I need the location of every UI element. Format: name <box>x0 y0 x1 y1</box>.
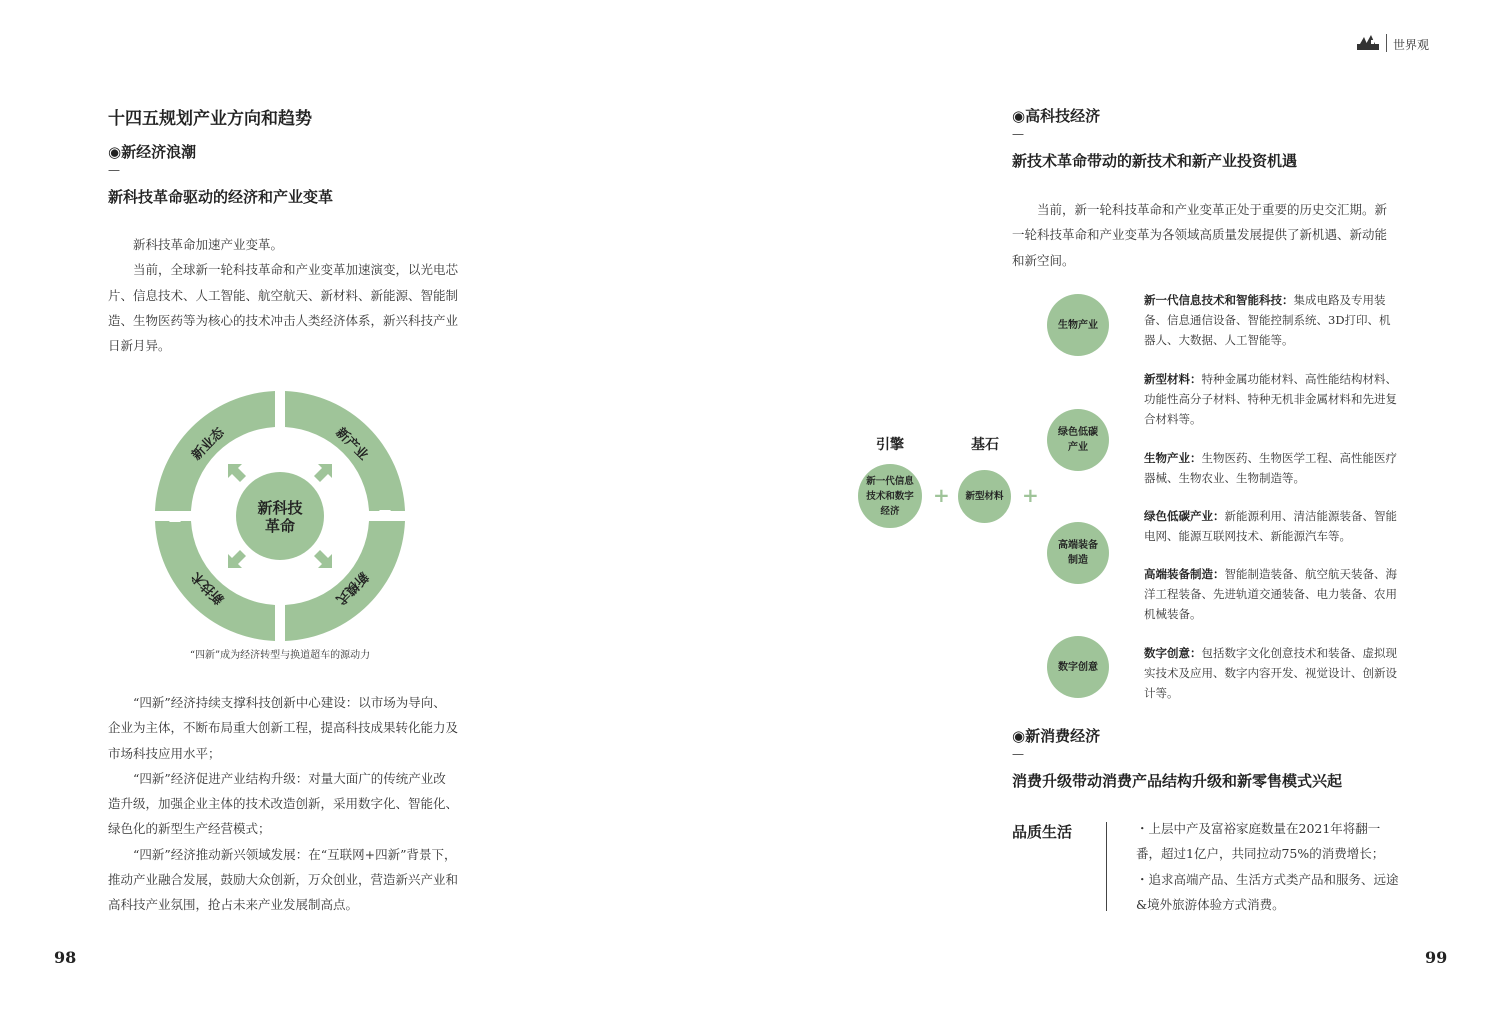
header-title: 世界观 <box>1393 38 1430 52</box>
engine-label: 引擎 <box>876 437 904 453</box>
desc-item-3 <box>1144 448 1400 506</box>
desc-text-5: 智能制造装备、航空航天装备、海洋工程装备、先进轨道交通装备、电力装备、农用机械装备。 <box>1144 567 1397 621</box>
ring-notch-top <box>275 406 282 418</box>
desc-item-5 <box>1144 564 1400 643</box>
right-subtitle-1: 新技术革命带动的新技术和新产业投资机遇 <box>1012 152 1298 170</box>
right-dash-2: — <box>1012 747 1024 761</box>
center-label-line2: 革命 <box>264 517 296 535</box>
engine-circle: 新一代信息技术和数字经济 <box>858 464 922 528</box>
quadrant-label-bottom-left: 新技术 <box>189 568 228 607</box>
desc-text-3: 生物医药、生物医学工程、高性能医疗器械、生物农业、生物制造等。 <box>1144 451 1397 485</box>
left-point-1: “四新”经济持续支撑科技创新中心建设：以市场为导向、企业为主体，不断布局重大创新工程，提高科技成果转化能力及市场科技应用水平； <box>108 695 459 761</box>
desc-item-6 <box>1144 643 1400 703</box>
desc-text-1: 集成电路及专用装备、信息通信设备、智能控制系统、3D打印、机器人、大数据、人工智能等。 <box>1144 293 1391 347</box>
arrow-icon-ne <box>314 464 332 482</box>
quadrant-label-bottom-right: 新模式 <box>332 568 371 607</box>
header-logo-icon <box>1356 34 1380 52</box>
left-section-heading: ◉新经济浪潮 <box>108 143 197 161</box>
desc-item-2 <box>1144 369 1400 448</box>
quality-bullets <box>1136 816 1400 917</box>
arrow-icon-sw <box>228 550 246 568</box>
industry-circle-bio: 生物产业 <box>1047 294 1109 356</box>
desc-term-5: 高端装备制造： <box>1144 567 1225 581</box>
right-section-heading-1: ◉高科技经济 <box>1012 107 1101 125</box>
right-dash-1: — <box>1012 127 1024 141</box>
right-page-number: 99 <box>1425 948 1448 967</box>
desc-term-4: 绿色低碳产业： <box>1144 509 1225 523</box>
base-circle: 新型材料 <box>958 470 1011 523</box>
right-intro-text: 当前，新一轮科技革命和产业变革正处于重要的历史交汇期。新一轮科技革命和产业变革为各领域高质量发展提供了新机遇、新动能和新空间。 <box>1012 202 1388 268</box>
left-point-3: “四新”经济推动新兴领域发展：在“互联网+四新”背景下，推动产业融合发展，鼓励大众创新，万众创业，营造新兴产业和高科技产业氛围，抢占未来产业发展制高点。 <box>108 846 459 913</box>
diagram-caption: “四新”成为经济转型与换道超车的源动力 <box>189 650 371 661</box>
quality-bullet-1: ・上层中产及富裕家庭数量在2021年将翻一番，超过1亿户，共同拉动75%的消费增长； <box>1136 821 1385 862</box>
desc-term-1: 新一代信息技术和智能科技： <box>1144 293 1294 307</box>
center-label-line1: 新科技 <box>257 499 303 517</box>
desc-text-4: 新能源利用、清洁能源装备、智能电网、能源互联网技术、新能源汽车等。 <box>1144 509 1397 543</box>
industry-circle-creative: 数字创意 <box>1047 636 1109 698</box>
right-subtitle-2: 消费升级带动消费产品结构升级和新零售模式兴起 <box>1012 772 1343 790</box>
left-point-2: “四新”经济促进产业结构升级：对量大面广的传统产业改造升级，加强企业主体的技术改造创新，采用数字化、智能化、绿色化的新型生产经营模式； <box>108 770 459 837</box>
industry-descriptions <box>1144 290 1400 703</box>
four-new-diagram <box>150 386 410 646</box>
desc-item-1 <box>1144 290 1400 369</box>
arrow-icon-nw <box>228 464 246 482</box>
left-intro <box>108 232 458 358</box>
quadrant-label-top-left: 新业态 <box>189 425 228 464</box>
left-intro-p1: 新科技革命加速产业变革。 <box>133 237 284 252</box>
left-subtitle: 新科技革命驱动的经济和产业变革 <box>108 188 334 206</box>
desc-item-4 <box>1144 506 1400 564</box>
ring-notch-left <box>169 515 181 522</box>
desc-term-3: 生物产业： <box>1144 451 1202 465</box>
quality-bullet-2: ・追求高端产品、生活方式类产品和服务、远途&境外旅游体验方式消费。 <box>1136 871 1399 912</box>
plus-icon-2: + <box>1022 483 1039 507</box>
industry-circle-green: 绿色低碳产业 <box>1047 409 1109 471</box>
left-page-title: 十四五规划产业方向和趋势 <box>108 109 312 129</box>
left-intro-p2: 当前，全球新一轮科技革命和产业变革加速演变，以光电芯片、信息技术、人工智能、航空航天、新材料、新能源、智能制造、生物医药等为核心的技术冲击人类经济体系，新兴科技产业日新月异。 <box>108 262 459 354</box>
arrow-icon-se <box>314 550 332 568</box>
plus-icon-1: + <box>933 483 950 507</box>
desc-term-2: 新型材料： <box>1144 372 1202 386</box>
quality-life-label: 品质生活 <box>1012 823 1073 841</box>
desc-term-6: 数字创意： <box>1144 646 1202 660</box>
industry-circle-equipment: 高端装备制造 <box>1047 522 1109 584</box>
left-dash: — <box>108 163 120 177</box>
left-page-number: 98 <box>54 948 77 967</box>
desc-text-6: 包括数字文化创意技术和装备、虚拟现实技术及应用、数字内容开发、视觉设计、创新设计等。 <box>1144 646 1397 700</box>
right-section-heading-2: ◉新消费经济 <box>1012 727 1101 745</box>
ring-notch-bottom <box>278 614 285 626</box>
left-points <box>108 690 458 918</box>
quadrant-label-top-right: 新产业 <box>332 425 371 464</box>
header-divider <box>1386 34 1387 52</box>
desc-text-2: 特种金属功能材料、高性能结构材料、功能性高分子材料、特种无机非金属材料和先进复合材料等。 <box>1144 372 1397 426</box>
base-label: 基石 <box>971 437 999 453</box>
quality-divider <box>1106 822 1107 911</box>
ring-notch-right <box>379 510 391 517</box>
right-intro <box>1012 197 1398 273</box>
